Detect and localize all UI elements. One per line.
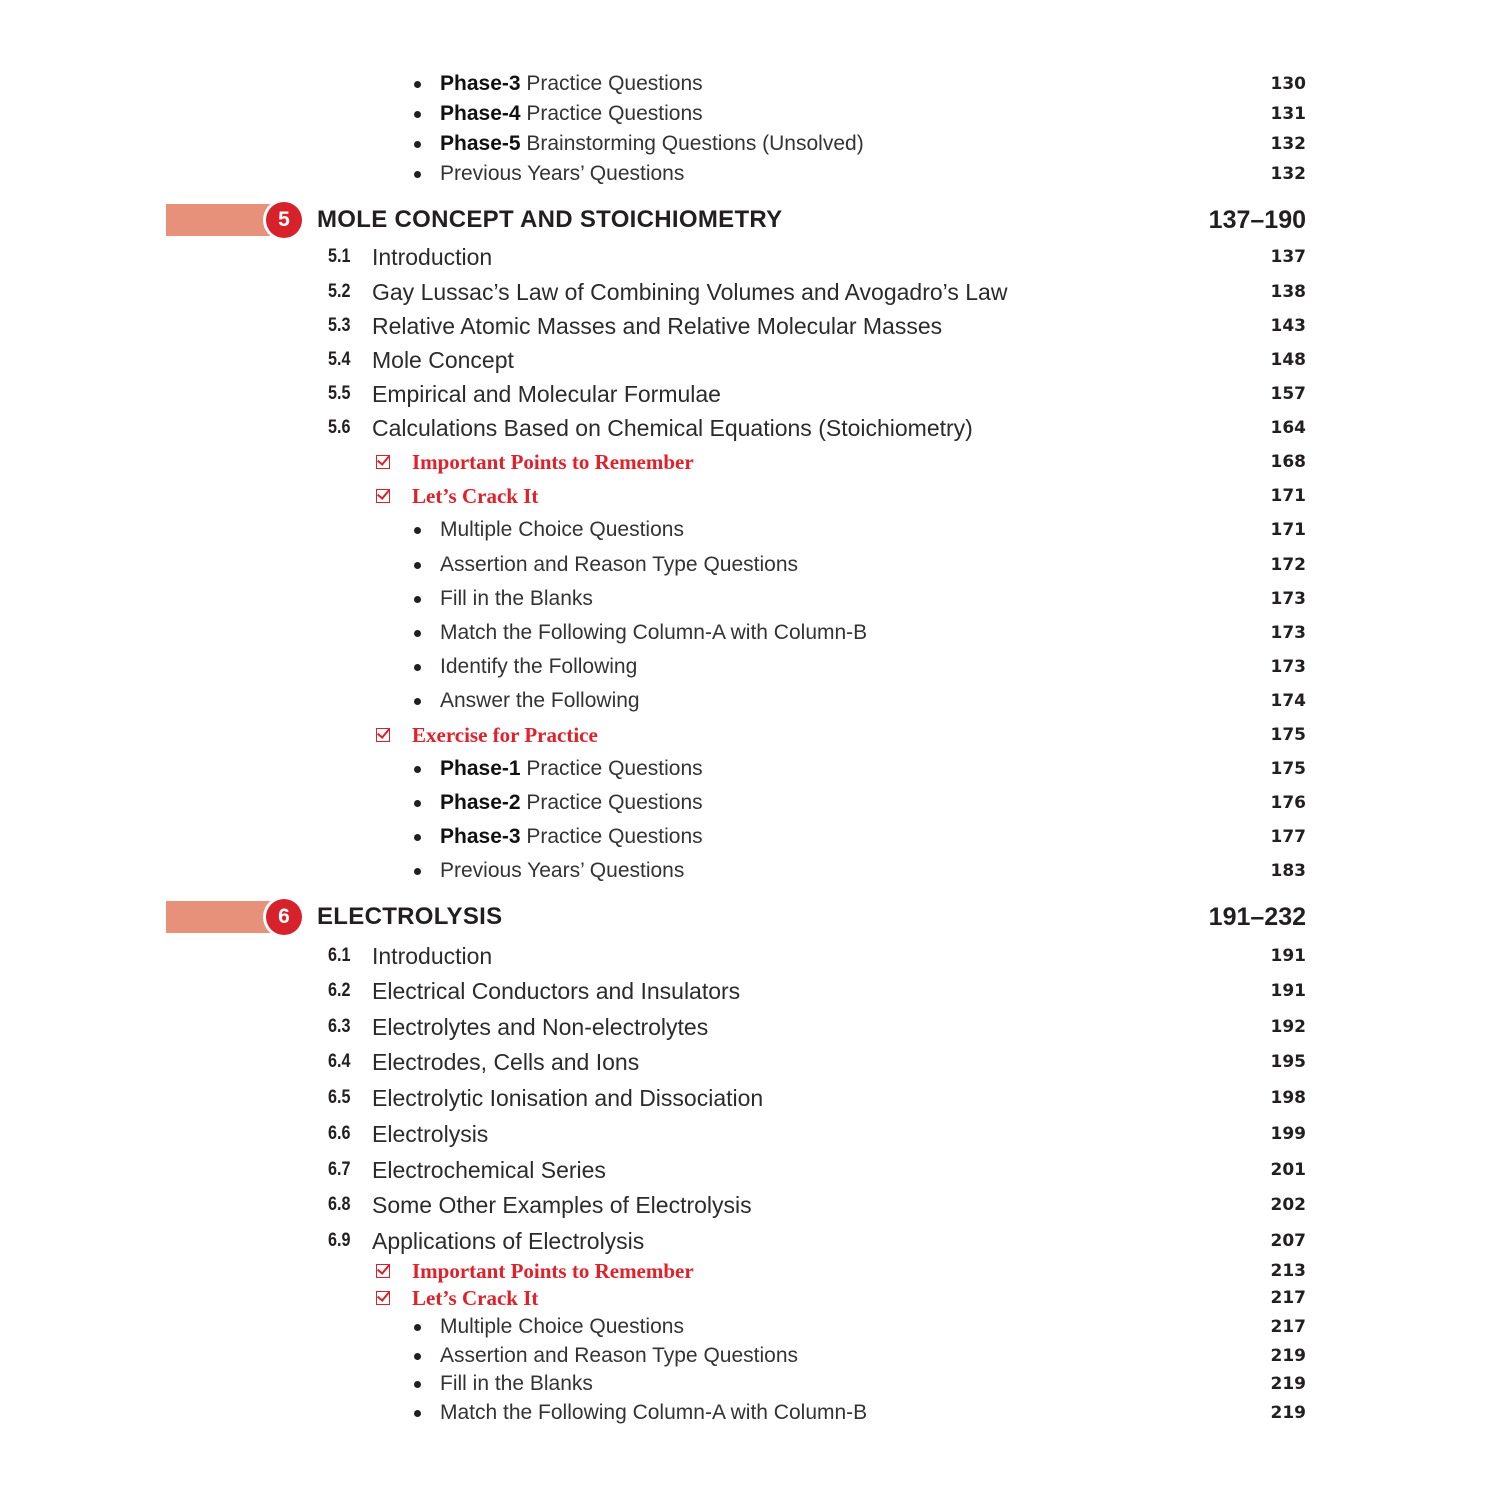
- section-number: 6.4: [328, 1051, 351, 1072]
- toc-highlight-entry[interactable]: [0, 723, 1500, 747]
- toc-entry[interactable]: [0, 859, 1500, 883]
- page-number: 195: [1270, 1052, 1306, 1072]
- page-number: 172: [1270, 555, 1306, 575]
- toc-section[interactable]: [0, 1192, 1500, 1218]
- toc-section[interactable]: [0, 279, 1500, 305]
- page-number: 219: [1270, 1374, 1306, 1394]
- toc-section[interactable]: [0, 347, 1500, 373]
- toc-highlight-entry[interactable]: [0, 1286, 1500, 1310]
- bullet-icon: [414, 81, 421, 88]
- section-title: Electrolytic Ionisation and Dissociation: [372, 1084, 764, 1111]
- toc-section[interactable]: [0, 978, 1500, 1004]
- entry-title: Let’s Crack It: [412, 1285, 539, 1310]
- section-number: 6.2: [328, 980, 351, 1001]
- entry-title: Match the Following Column-A with Column-B: [440, 621, 868, 644]
- toc-entry[interactable]: [0, 689, 1500, 713]
- section-title: Mole Concept: [372, 346, 514, 373]
- section-title: Relative Atomic Masses and Relative Molecular Masses: [372, 312, 943, 339]
- bullet-icon: [414, 800, 421, 807]
- toc-entry: [0, 72, 1500, 96]
- entry-title: Multiple Choice Questions: [440, 1315, 684, 1338]
- section-title: Some Other Examples of Electrolysis: [372, 1191, 752, 1218]
- toc-section[interactable]: [0, 244, 1500, 270]
- toc-section[interactable]: [0, 1157, 1500, 1183]
- section-title: Electrical Conductors and Insulators: [372, 977, 741, 1004]
- toc-section[interactable]: [0, 1121, 1500, 1147]
- section-title: Electrochemical Series: [372, 1156, 606, 1183]
- page-number: 198: [1270, 1088, 1306, 1108]
- toc-entry: [0, 102, 1500, 126]
- toc-highlight-entry[interactable]: [0, 1259, 1500, 1283]
- chapter-page-range: 137–190: [1208, 205, 1306, 234]
- chapter-header[interactable]: [0, 198, 1500, 242]
- checkbox-icon: [376, 1264, 390, 1278]
- section-number: 6.7: [328, 1159, 351, 1180]
- toc-section[interactable]: [0, 1014, 1500, 1040]
- page-number: 132: [1270, 134, 1306, 154]
- bullet-icon: [414, 698, 421, 705]
- entry-title: Phase-3 Practice Questions: [440, 72, 703, 95]
- bullet-icon: [414, 630, 421, 637]
- entry-title: Exercise for Practice: [412, 722, 598, 747]
- toc-entry[interactable]: [0, 587, 1500, 611]
- chapter-page-range: 191–232: [1208, 902, 1306, 931]
- section-number: 6.9: [328, 1230, 351, 1251]
- section-title: Empirical and Molecular Formulae: [372, 380, 721, 407]
- toc-entry[interactable]: [0, 621, 1500, 645]
- section-number: 6.8: [328, 1194, 351, 1215]
- bullet-icon: [414, 834, 421, 841]
- section-number: 5.5: [328, 383, 351, 404]
- bullet-icon: [414, 171, 421, 178]
- toc-section[interactable]: [0, 381, 1500, 407]
- section-number: 5.4: [328, 349, 351, 370]
- toc-entry: [0, 162, 1500, 186]
- bullet-icon: [414, 1353, 421, 1360]
- page-number: 173: [1270, 657, 1306, 677]
- section-number: 5.3: [328, 315, 351, 336]
- entry-title: Multiple Choice Questions: [440, 518, 684, 541]
- page-number: 171: [1270, 486, 1306, 506]
- page-number: 176: [1270, 793, 1306, 813]
- entry-title: Identify the Following: [440, 655, 638, 678]
- section-title: Introduction: [372, 243, 493, 270]
- entry-title: Assertion and Reason Type Questions: [440, 553, 798, 576]
- toc-entry: [0, 132, 1500, 156]
- section-title: Calculations Based on Chemical Equations (Stoichiometry): [372, 414, 973, 441]
- page-number: 137: [1270, 247, 1306, 267]
- toc-entry[interactable]: [0, 791, 1500, 815]
- checkbox-icon: [376, 455, 390, 469]
- section-title: Applications of Electrolysis: [372, 1227, 645, 1254]
- page-number: 199: [1270, 1124, 1306, 1144]
- toc-highlight-entry[interactable]: [0, 484, 1500, 508]
- page-number: 192: [1270, 1017, 1306, 1037]
- checkbox-icon: [376, 728, 390, 742]
- entry-title: Assertion and Reason Type Questions: [440, 1344, 798, 1367]
- entry-title: Phase-2 Practice Questions: [440, 791, 703, 814]
- page-number: 207: [1270, 1231, 1306, 1251]
- page-number: 217: [1270, 1288, 1306, 1308]
- page-number: 171: [1270, 520, 1306, 540]
- section-title: Electrolysis: [372, 1120, 489, 1147]
- section-number: 6.3: [328, 1016, 351, 1037]
- bullet-icon: [414, 596, 421, 603]
- toc-entry[interactable]: [0, 553, 1500, 577]
- entry-title: Let’s Crack It: [412, 483, 539, 508]
- entry-title: Match the Following Column-A with Column-B: [440, 1401, 868, 1424]
- bullet-icon: [414, 562, 421, 569]
- toc-section[interactable]: [0, 313, 1500, 339]
- section-title: Introduction: [372, 942, 493, 969]
- toc-entry[interactable]: [0, 1344, 1500, 1368]
- page-number: 173: [1270, 623, 1306, 643]
- toc-entry[interactable]: [0, 655, 1500, 679]
- entry-title: Fill in the Blanks: [440, 587, 593, 610]
- entry-title: Phase-5 Brainstorming Questions (Unsolved): [440, 132, 864, 155]
- page-number: 191: [1270, 946, 1306, 966]
- page-number: 219: [1270, 1403, 1306, 1423]
- page-number: 131: [1270, 104, 1306, 124]
- page-number: 191: [1270, 981, 1306, 1001]
- toc-entry[interactable]: [0, 1372, 1500, 1396]
- entry-title: Phase-3 Practice Questions: [440, 825, 703, 848]
- toc-entry[interactable]: [0, 825, 1500, 849]
- toc-section[interactable]: [0, 943, 1500, 969]
- entry-title: Previous Years’ Questions: [440, 162, 685, 185]
- page-number: 157: [1270, 384, 1306, 404]
- entry-title: Phase-4 Practice Questions: [440, 102, 703, 125]
- bullet-icon: [414, 1410, 421, 1417]
- page-number: 219: [1270, 1346, 1306, 1366]
- toc-entry[interactable]: [0, 1315, 1500, 1339]
- page-number: 175: [1270, 759, 1306, 779]
- page-number: 130: [1270, 74, 1306, 94]
- page-number: 143: [1270, 316, 1306, 336]
- entry-title: Previous Years’ Questions: [440, 859, 685, 882]
- bullet-icon: [414, 1381, 421, 1388]
- section-title: Electrodes, Cells and Ions: [372, 1048, 640, 1075]
- entry-title: Important Points to Remember: [412, 1258, 694, 1283]
- bullet-icon: [414, 111, 421, 118]
- section-number: 5.2: [328, 281, 351, 302]
- entry-title: Fill in the Blanks: [440, 1372, 593, 1395]
- checkbox-icon: [376, 489, 390, 503]
- page-number: 175: [1270, 725, 1306, 745]
- toc-entry[interactable]: [0, 1401, 1500, 1425]
- toc-section[interactable]: [0, 415, 1500, 441]
- page-number: 213: [1270, 1261, 1306, 1281]
- section-title: Electrolytes and Non-electrolytes: [372, 1013, 709, 1040]
- toc-section[interactable]: [0, 1085, 1500, 1111]
- toc-entry[interactable]: [0, 757, 1500, 781]
- chapter-title: ELECTROLYSIS: [317, 903, 503, 930]
- page-number: 174: [1270, 691, 1306, 711]
- page-number: 148: [1270, 350, 1306, 370]
- bullet-icon: [414, 868, 421, 875]
- entry-title: Important Points to Remember: [412, 449, 694, 474]
- toc-section[interactable]: [0, 1049, 1500, 1075]
- section-number: 5.1: [328, 246, 351, 267]
- section-number: 6.5: [328, 1087, 351, 1108]
- page-number: 168: [1270, 452, 1306, 472]
- page-number: 177: [1270, 827, 1306, 847]
- bullet-icon: [414, 141, 421, 148]
- page-number: 202: [1270, 1195, 1306, 1215]
- section-number: 5.6: [328, 417, 351, 438]
- chapter-number-badge: 6: [266, 899, 302, 935]
- toc-highlight-entry[interactable]: [0, 450, 1500, 474]
- section-title: Gay Lussac’s Law of Combining Volumes and Avogadro’s Law: [372, 278, 1008, 305]
- entry-title: Answer the Following: [440, 689, 640, 712]
- bullet-icon: [414, 527, 421, 534]
- page-number: 173: [1270, 589, 1306, 609]
- section-number: 6.6: [328, 1123, 351, 1144]
- page-number: 217: [1270, 1317, 1306, 1337]
- page-number: 201: [1270, 1160, 1306, 1180]
- page-number: 132: [1270, 164, 1306, 184]
- toc-section[interactable]: [0, 1228, 1500, 1254]
- entry-title: Phase-1 Practice Questions: [440, 757, 703, 780]
- bullet-icon: [414, 664, 421, 671]
- toc-entry[interactable]: [0, 518, 1500, 542]
- chapter-title: MOLE CONCEPT AND STOICHIOMETRY: [317, 206, 783, 233]
- bullet-icon: [414, 1324, 421, 1331]
- section-number: 6.1: [328, 945, 351, 966]
- page-number: 138: [1270, 282, 1306, 302]
- page-number: 183: [1270, 861, 1306, 881]
- checkbox-icon: [376, 1291, 390, 1305]
- page-number: 164: [1270, 418, 1306, 438]
- chapter-number-badge: 5: [266, 202, 302, 238]
- chapter-header[interactable]: [0, 895, 1500, 939]
- bullet-icon: [414, 766, 421, 773]
